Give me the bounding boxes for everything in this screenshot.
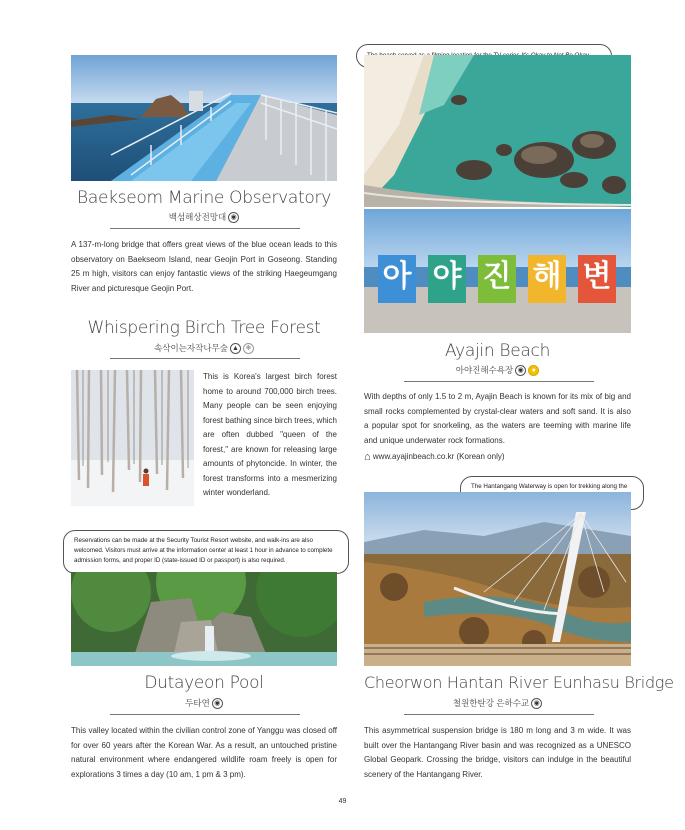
ayajin-korean-label: 아야진해수욕장 [455, 365, 514, 375]
dutayeon-divider [110, 714, 300, 715]
ayajin-website-link[interactable]: www.ayajinbeach.co.kr [372, 452, 455, 462]
baekseom-korean-label: 백섬해상전망대 [168, 212, 227, 222]
ayajin-title: Ayajin Beach [444, 341, 551, 361]
cheorwon-photo [364, 492, 631, 666]
dutayeon-description: This valley located within the civilian control zone of Yanggu was closed off for over 60 years after the Korean War. As a result, an untouched pristine natural environment where endangered wildlife roam freely is open for explorations 3 times a day (10 am, 1 pm & 3 pm). [71, 726, 337, 779]
cheorwon-korean-name [364, 697, 631, 709]
sign-letter-3: 진 [478, 255, 516, 303]
sun-icon: ● [528, 365, 539, 376]
baekseom-photo [71, 55, 337, 181]
birch-divider [110, 358, 300, 359]
baekseom-divider [110, 228, 300, 229]
ayajin-korean-name [364, 364, 631, 376]
ayajin-website-note: (Korean only) [454, 452, 505, 462]
ayajin-website-row [364, 451, 505, 463]
birch-korean-label: 속삭이는자작나무숲 [154, 343, 228, 353]
dutayeon-korean-name [71, 697, 337, 709]
sign-letter-4: 해 [528, 255, 566, 303]
cheorwon-info-text: The Hantangang Waterway is open for trekking along the [471, 483, 628, 490]
dutayeon-info-bubble [63, 530, 349, 574]
ayajin-aerial-photo [364, 55, 631, 207]
sign-letter-1: 아 [378, 255, 416, 303]
camera-icon: ◉ [531, 698, 542, 709]
dutayeon-korean-label: 두타연 [185, 698, 210, 708]
ayajin-divider [404, 381, 594, 382]
birch-description: This is Korea's largest birch forest home to around 700,000 birch trees. Many people can be seen enjoying forest bathing since birch trees, which are often dubbed "queen of the forest," are known for releasing large amounts of phytoncide. In winter, the forest transforms into a mesmerizing winter wonderland. [203, 372, 337, 497]
birch-korean-name [71, 342, 337, 354]
dutayeon-info-text: Reservations can be made at the Security Tourist Resort website, and walk-ins are also welcomed. Visitors must arrive at the information center at least 1 hour in advance to complete admission forms, and proper ID (state-issued ID or passport) is also required. [74, 537, 333, 564]
hiking-icon: ▲ [230, 343, 241, 354]
baekseom-title: Baekseom Marine Observatory [77, 188, 331, 208]
page-number: 49 [338, 798, 347, 805]
dutayeon-title: Dutayeon Pool [144, 673, 264, 693]
camera-icon: ◉ [228, 212, 239, 223]
ayajin-description: With depths of only 1.5 to 2 m, Ayajin Beach is known for its mix of big and small rocks complemented by crystal-clear waters and soft sand. It is also a popular spot for snorkeling, as the waters are teeming with marine life and unique underwater rock formations. [364, 392, 631, 445]
camera-icon: ◉ [515, 365, 526, 376]
snowflake-icon: ❄ [243, 343, 254, 354]
sign-letter-5: 변 [578, 255, 616, 303]
cheorwon-description: This asymmetrical suspension bridge is 180 m long and 3 m wide. It was built over the Hantangang River basin and was recognized as a UNESCO Global Geopark. Crossing the bridge, visitors can indulge in the beautiful scenery of the Hantangang River. [364, 726, 631, 779]
baekseom-korean-name [71, 211, 337, 223]
cheorwon-title: Cheorwon Hantan River Eunhasu Bridge [364, 673, 674, 692]
camera-icon: ◉ [212, 698, 223, 709]
cheorwon-korean-label: 철원한탄강 은하수교 [452, 698, 530, 708]
cheorwon-divider [404, 714, 594, 715]
birch-title: Whispering Birch Tree Forest [87, 318, 321, 338]
ayajin-sign-photo [364, 209, 631, 333]
home-icon: ⌂ [364, 451, 371, 463]
dutayeon-photo [71, 572, 337, 666]
sign-letter-2: 야 [428, 255, 466, 303]
baekseom-description: A 137-m-long bridge that offers great views of the blue ocean leads to this observatory on Baekseom Island, near Geojin Port in Goseong. Standing 25 m high, visitors can enjoy fantastic views of the striking Haegeumgang River and picturesque Geojin Port. [71, 240, 337, 293]
birch-photo [71, 370, 194, 506]
